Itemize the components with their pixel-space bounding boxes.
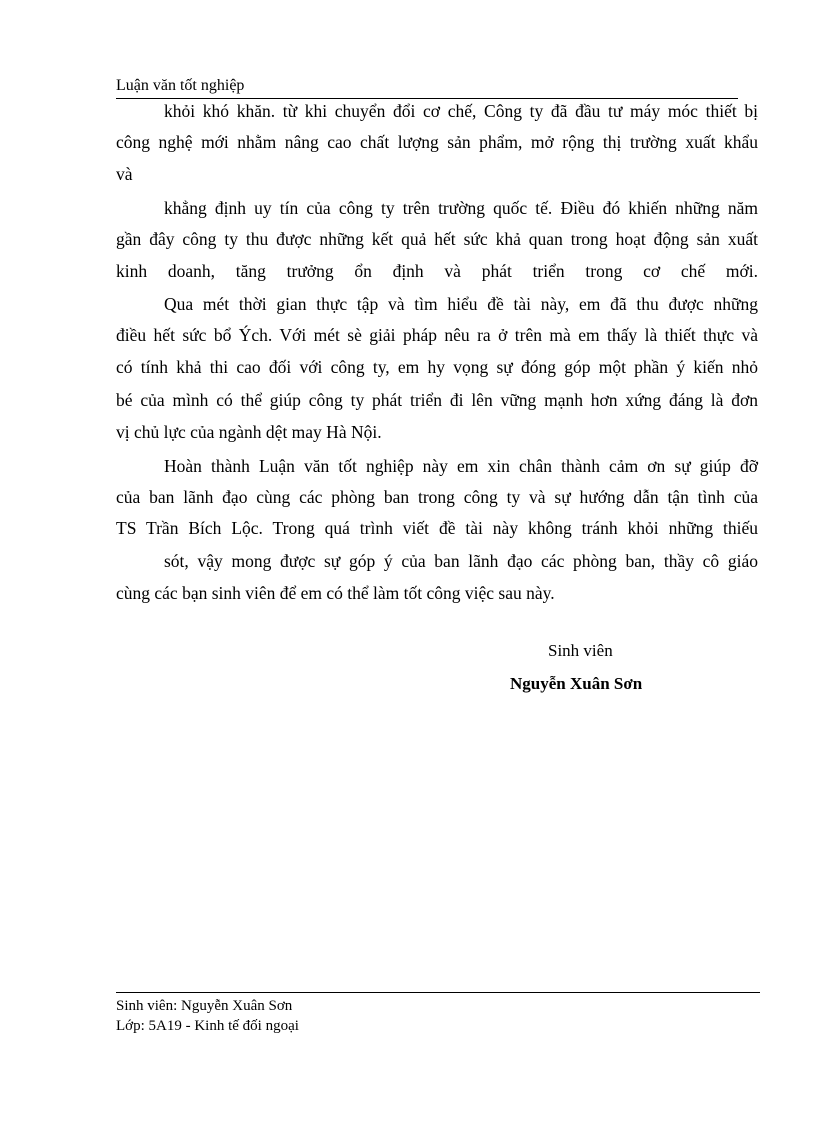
body-line: điều hết sức bổ Ých. Với mét sè giải pháp nêu ra ở trên mà em thấy là thiết thực và (116, 325, 758, 345)
body-line: kinh doanh, tăng trưởng ổn định và phát triển trong cơ chế mới. (116, 261, 758, 281)
body-line: bé của mình có thể giúp công ty phát triển đi lên vững mạnh hơn xứng đáng là đơn (116, 390, 758, 410)
body-line: sót, vậy mong được sự góp ý của ban lãnh đạo các phòng ban, thầy cô giáo (164, 551, 758, 571)
footer-class: Lớp: 5A19 - Kinh tế đối ngoại (116, 1018, 299, 1034)
page-header-title: Luận văn tốt nghiệp (116, 77, 245, 94)
body-line: có tính khả thi cao đối với công ty, em hy vọng sự đóng góp một phần ý kiến nhỏ (116, 357, 758, 377)
body-line: Qua mét thời gian thực tập và tìm hiểu đề tài này, em đã thu được những (164, 294, 758, 314)
signature-name: Nguyễn Xuân Sơn (510, 674, 643, 693)
body-line: và (116, 164, 133, 184)
signature-role: Sinh viên (548, 641, 613, 660)
footer-rule (116, 992, 760, 993)
body-line: vị chủ lực của ngành dệt may Hà Nội. (116, 422, 382, 442)
body-line: gần đây công ty thu được những kết quả hết sức khả quan trong hoạt động sản xuất (116, 229, 758, 249)
body-line: khỏi khó khăn. từ khi chuyển đổi cơ chế, Công ty đã đầu tư máy móc thiết bị (164, 101, 758, 121)
body-line: công nghệ mới nhằm nâng cao chất lượng sản phẩm, mở rộng thị trường xuất khẩu (116, 132, 758, 152)
footer-student: Sinh viên: Nguyễn Xuân Sơn (116, 998, 293, 1014)
body-line: của ban lãnh đạo cùng các phòng ban trong công ty và sự hướng dẫn tận tình của (116, 487, 758, 507)
body-line: khẳng định uy tín của công ty trên trường quốc tế. Điều đó khiến những năm (164, 198, 758, 218)
body-line: TS Trần Bích Lộc. Trong quá trình viết đề tài này không tránh khỏi những thiếu (116, 518, 758, 538)
body-line: cùng các bạn sinh viên để em có thể làm tốt công việc sau này. (116, 583, 555, 603)
body-line: Hoàn thành Luận văn tốt nghiệp này em xin chân thành cảm ơn sự giúp đỡ (164, 456, 758, 476)
